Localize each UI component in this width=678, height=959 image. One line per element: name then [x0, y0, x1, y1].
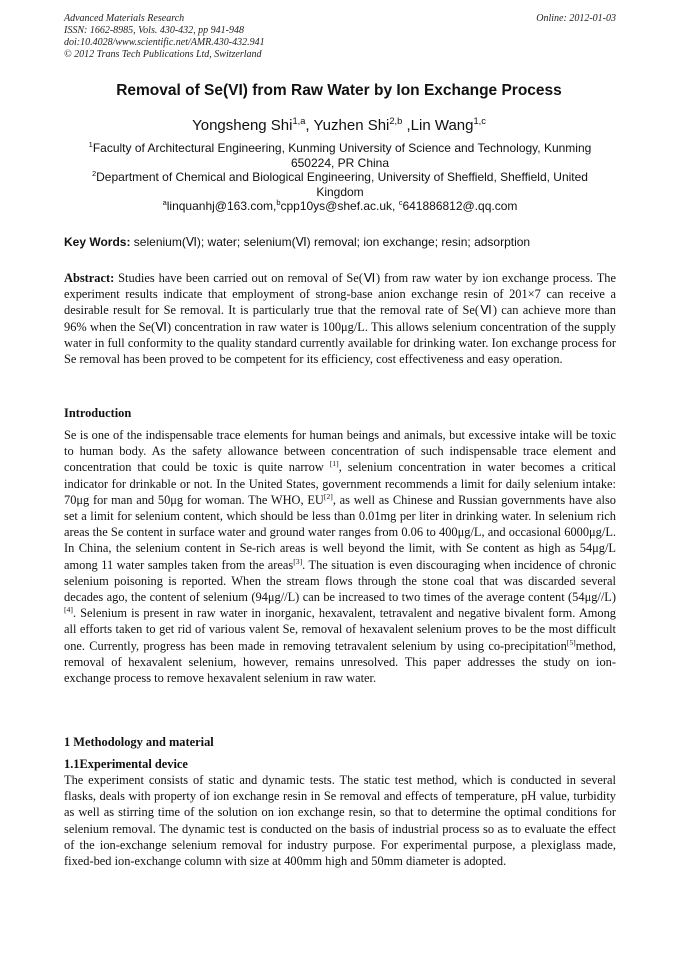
email-a: linquanhj@163.com,: [166, 199, 277, 213]
intro-text-2: , selenium concentration in water becomes a critical indicator for drinkable or not. In the United States, government recommends a limit for daily selenium intake: 70μg for man and 50μg for woman. The WHO, EU: [64, 460, 617, 507]
intro-text-6: method, removal of hexavalent selenium, however, remains unresolved. This paper addresses the study on ion-exchange process to remove hexavalent selenium in raw water.: [64, 638, 616, 686]
citation-5: [5]: [566, 637, 576, 647]
author-list: [40, 117, 638, 135]
affiliation-1: [64, 141, 616, 170]
citation-1: [1]: [329, 459, 339, 469]
journal-name: Advanced Materials Research: [64, 13, 185, 24]
citation-4: [4]: [64, 605, 73, 615]
keywords-label: Key Words:: [64, 235, 131, 249]
abstract: [64, 270, 616, 367]
introduction-heading: Introduction: [64, 406, 132, 420]
citation-2: [2]: [323, 491, 333, 501]
experimental-device-heading: 1.1Experimental device: [64, 757, 188, 771]
affiliation-1-sup: 1: [88, 140, 93, 149]
intro-text-5: . Selenium is present in raw water in inorganic, hexavalent, tetravalent and negative bivalent form. Among all efforts taken to get rid of various valent Se, removal of hexavalent selenium proves to be the most difficult one. Currently, progress has been made in removing tetravalent selenium by using co-precipitation: [64, 606, 616, 653]
affiliation-2-line2: Kingdom: [316, 184, 364, 199]
keywords-text: selenium(Ⅵ); water; selenium(Ⅵ) removal; ion exchange; resin; adsorption: [130, 235, 531, 249]
affiliation-1-line1: Faculty of Architectural Engineering, Kunming University of Science and Technology, Kunming: [92, 141, 592, 155]
paper-title: Removal of Se(VI) from Raw Water by Ion Exchange Process: [116, 82, 562, 99]
introduction-body: [64, 427, 616, 686]
author-3: ,Lin Wang: [402, 117, 474, 134]
affiliation-2-line1: Department of Chemical and Biological Engineering, University of Sheffield, Sheffield, United: [96, 170, 588, 184]
email-a-sup: a: [162, 198, 167, 207]
keywords: [64, 235, 624, 250]
email-c-sup: c: [398, 198, 403, 207]
affiliation-2-sup: 2: [92, 169, 97, 178]
affiliation-2: [64, 170, 616, 199]
copyright-line: © 2012 Trans Tech Publications Ltd, Switzerland: [64, 49, 262, 60]
citation-3: [3]: [293, 556, 303, 566]
email-b: cpp10ys@shef.ac.uk,: [280, 199, 399, 213]
author-2: , Yuzhen Shi: [305, 117, 390, 134]
author-3-sup: 1,c: [473, 116, 486, 126]
journal-header: [64, 13, 616, 61]
author-1: Yongsheng Shi: [192, 117, 293, 134]
intro-text-3: , as well as Chinese and Russian governments have also set a limit for selenium content, which should be less than 0.01mg per liter in drinking water. In selenium rich areas the Se content in surface water and ground water ranges from 0.06 to 400μg/L, and occasional 6000μg/L. In China, the selenium content in Se-rich areas is well beyond the limit, with Se content as high as 54μg/L among 11 water samples taken from the areas: [64, 492, 616, 572]
doi-line: doi:10.4028/www.scientific.net/AMR.430-432.941: [64, 37, 265, 48]
author-1-sup: 1,a: [292, 116, 306, 126]
affiliation-1-line2: 650224, PR China: [290, 155, 390, 170]
issn-line: ISSN: 1662-8985, Vols. 430-432, pp 941-948: [64, 25, 244, 36]
methodology-heading: 1 Methodology and material: [64, 735, 214, 749]
methodology-body: The experiment consists of static and dynamic tests. The static test method, which is conducted in several flasks, deals with property of ion exchange resin in Se removal and effects of temperature, pH value, turbidity as well as stirring time of the solution on ion exchange resin, so that to determine the optimal conditions for selenium removal. The dynamic test is conducted on the basis of industrial process so as to evaluate the effect of the ion-exchange selenium removal for industry purpose. For experimental purpose, a plexiglass made, fixed-bed ion-exchange column with size at 400mm high and 50mm diameter is adopted.: [64, 773, 616, 869]
intro-text-1: Se is one of the indispensable trace elements for human beings and animals, but excessive intake will be toxic to human body. As the safety allowance between concentration of such indispensable trace element and concentration that could be toxic is quite narrow: [64, 428, 616, 475]
author-emails: [64, 199, 616, 214]
email-b-sup: b: [276, 198, 281, 207]
online-date: Online: 2012-01-03: [536, 13, 616, 24]
abstract-label: Abstract:: [64, 271, 115, 285]
intro-text-4: . The situation is even discouraging when incidence of chronic selenium poisoning is reported. When the stream flows through the stone coal that was discarded several decades ago, the content of selenium (94μg//L) can be increased to two times of the average content (54μg//L): [64, 557, 617, 605]
author-2-sup: 2,b: [389, 116, 403, 126]
email-c: 641886812@.qq.com: [402, 199, 518, 213]
abstract-text: Studies have been carried out on removal of Se(Ⅵ) from raw water by ion exchange process. The experiment results indicate that employment of strong-base anion exchange resin of 201×7 can receive a desirable result for Se removal. It is particularly true that the removal rate of Se(Ⅵ) can achieve more than 96% when the Se(Ⅵ) concentration in raw water is 100μg/L. This allows selenium concentration of the supply water in full conformity to the quality standard currently available for drinking water. Ion exchange process for Se removal has been proved to be competent for its efficiency, cost effectiveness and easy operation.: [64, 271, 616, 367]
